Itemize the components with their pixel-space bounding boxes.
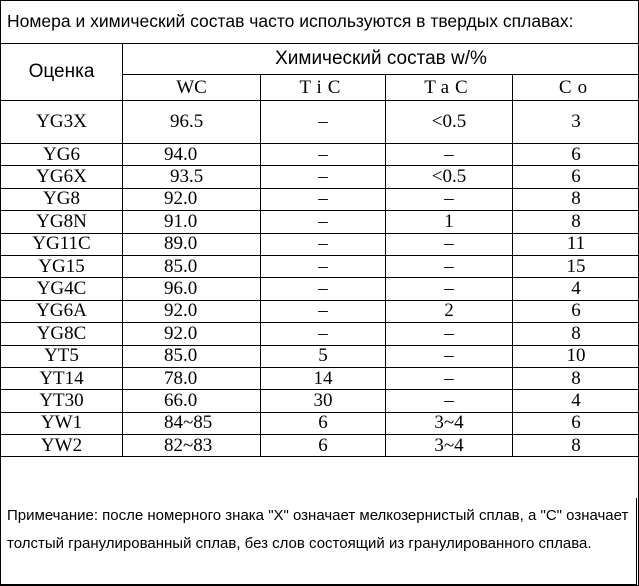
wc-cell: 93.5 [123, 166, 261, 188]
tic-cell: – [261, 233, 386, 255]
column-header-wc: WC [123, 75, 261, 101]
wc-cell: 96.0 [123, 278, 261, 300]
co-cell: 4 [513, 390, 639, 412]
table-row [1, 367, 639, 389]
wc-cell: 92.0 [123, 188, 261, 210]
alloy-table [0, 43, 639, 457]
tic-cell: 30 [261, 390, 386, 412]
wc-cell: 82~83 [123, 435, 261, 457]
wc-cell: 85.0 [123, 255, 261, 277]
grade-cell: YG3X [1, 101, 123, 144]
tac-cell: 2 [386, 300, 513, 322]
tac-cell: – [386, 144, 513, 166]
column-header-tic: TiC [261, 75, 386, 101]
tic-cell: 14 [261, 367, 386, 389]
co-cell: 4 [513, 278, 639, 300]
co-cell: 8 [513, 367, 639, 389]
tac-cell: <0.5 [386, 166, 513, 188]
tic-cell: – [261, 144, 386, 166]
grade-header: Оценка [1, 44, 123, 101]
table-row [1, 278, 639, 300]
table-row [1, 412, 639, 434]
co-cell: 6 [513, 166, 639, 188]
wc-cell: 94.0 [123, 144, 261, 166]
co-cell: 8 [513, 188, 639, 210]
tac-cell: – [386, 323, 513, 345]
column-header-co: Co [513, 75, 639, 101]
tic-cell: – [261, 101, 386, 144]
co-cell: 3 [513, 101, 639, 144]
tac-cell: – [386, 345, 513, 367]
co-cell: 6 [513, 412, 639, 434]
tic-cell: – [261, 166, 386, 188]
co-cell: 8 [513, 211, 639, 233]
wc-cell: 66.0 [123, 390, 261, 412]
grade-cell: YT14 [1, 367, 123, 389]
grade-cell: YG11C [1, 233, 123, 255]
grade-cell: YG6X [1, 166, 123, 188]
tic-cell: – [261, 323, 386, 345]
wc-cell: 92.0 [123, 300, 261, 322]
grade-cell: YG6A [1, 300, 123, 322]
wc-cell: 91.0 [123, 211, 261, 233]
table-body [1, 101, 639, 457]
co-cell: 11 [513, 233, 639, 255]
tic-cell: 5 [261, 345, 386, 367]
grade-cell: YG6 [1, 144, 123, 166]
table-row [1, 188, 639, 210]
tic-cell: – [261, 255, 386, 277]
table-row [1, 144, 639, 166]
table-row [1, 211, 639, 233]
grade-cell: YG15 [1, 255, 123, 277]
wc-cell: 92.0 [123, 323, 261, 345]
co-cell: 15 [513, 255, 639, 277]
table-row [1, 166, 639, 188]
table-row [1, 300, 639, 322]
co-cell: 8 [513, 435, 639, 457]
tac-cell: – [386, 255, 513, 277]
grade-cell: YG8C [1, 323, 123, 345]
wc-cell: 84~85 [123, 412, 261, 434]
co-cell: 10 [513, 345, 639, 367]
tic-cell: – [261, 278, 386, 300]
tac-cell: – [386, 390, 513, 412]
wc-cell: 78.0 [123, 367, 261, 389]
tic-cell: – [261, 211, 386, 233]
tac-cell: – [386, 188, 513, 210]
grade-cell: YG8N [1, 211, 123, 233]
wc-cell: 85.0 [123, 345, 261, 367]
tac-cell: 3~4 [386, 412, 513, 434]
tac-cell: <0.5 [386, 101, 513, 144]
tac-cell: – [386, 278, 513, 300]
grade-cell: YW1 [1, 412, 123, 434]
table-row [1, 435, 639, 457]
co-cell: 6 [513, 300, 639, 322]
tac-cell: 1 [386, 211, 513, 233]
tac-cell: – [386, 367, 513, 389]
tac-cell: – [386, 233, 513, 255]
grade-cell: YG8 [1, 188, 123, 210]
column-header-tac: TaC [386, 75, 513, 101]
grade-cell: YW2 [1, 435, 123, 457]
table-row [1, 233, 639, 255]
page-title: Номера и химический состав часто используются в твердых сплавах: [7, 11, 574, 31]
tic-cell: – [261, 300, 386, 322]
wc-cell: 89.0 [123, 233, 261, 255]
table-row [1, 101, 639, 144]
tic-cell: 6 [261, 412, 386, 434]
wc-cell: 96.5 [123, 101, 261, 144]
co-cell: 6 [513, 144, 639, 166]
table-row [1, 255, 639, 277]
tic-cell: – [261, 188, 386, 210]
tic-cell: 6 [261, 435, 386, 457]
co-cell: 8 [513, 323, 639, 345]
table-row [1, 323, 639, 345]
grade-cell: YT30 [1, 390, 123, 412]
table-row [1, 345, 639, 367]
table-row [1, 390, 639, 412]
composition-header: Химический состав w/% [123, 44, 639, 75]
grade-cell: YT5 [1, 345, 123, 367]
footnote: Примечание: после номерного знака "X" означает мелкозернистый сплав, а "С" означает толстый гранулированный сплав, без слов состоящий из гранулированного сплава. [0, 498, 637, 585]
tac-cell: 3~4 [386, 435, 513, 457]
grade-cell: YG4C [1, 278, 123, 300]
